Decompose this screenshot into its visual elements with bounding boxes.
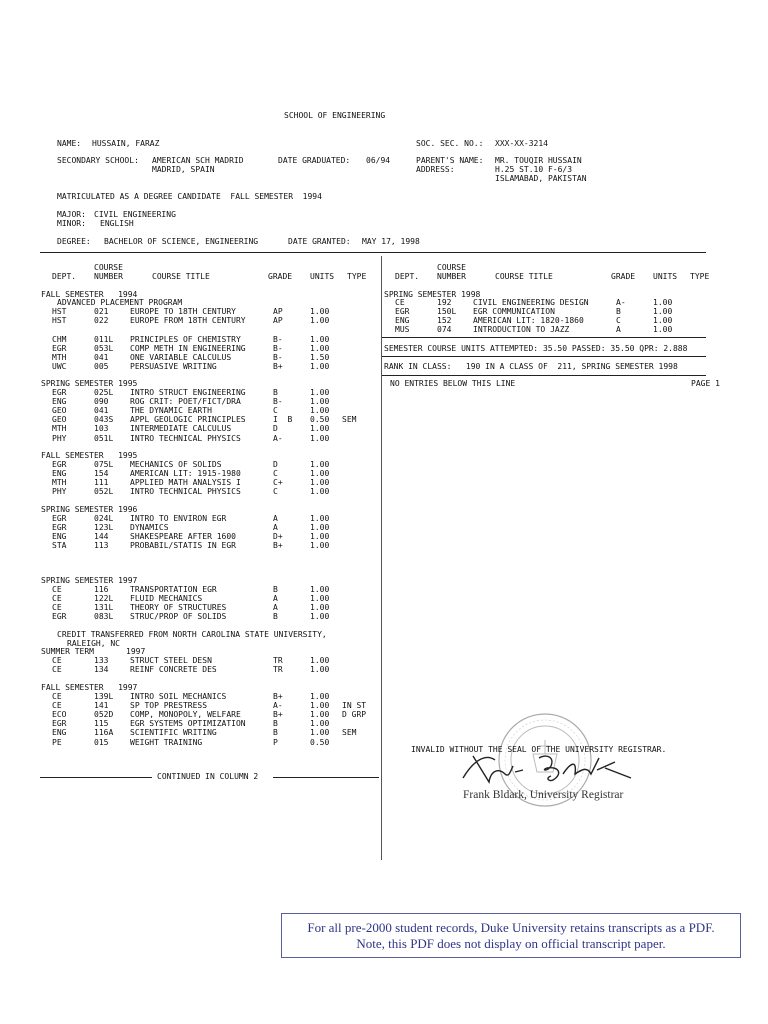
course-title: SHAKESPEARE AFTER 1600	[130, 532, 236, 542]
course-title: REINF CONCRETE DES	[130, 665, 217, 675]
matriculated-line: MATRICULATED AS A DEGREE CANDIDATE FALL SEMESTER 1994	[57, 192, 322, 201]
course-dept: EGR	[52, 344, 67, 354]
course-title: STRUCT STEEL DESN	[130, 656, 212, 665]
course-row	[0, 656, 768, 665]
course-row	[0, 594, 768, 603]
course-row	[0, 665, 768, 674]
seal-requirement-note: INVALID WITHOUT THE SEAL OF THE UNIVERSITY REGISTRAR.	[411, 745, 667, 754]
course-number: 005	[94, 362, 109, 372]
course-row	[0, 478, 768, 487]
course-grade: B+	[273, 692, 283, 701]
course-title: AMERICAN LIT: 1915-1980	[130, 469, 241, 479]
course-row	[0, 335, 768, 344]
secondary-school-label: SECONDARY SCHOOL:	[57, 156, 139, 165]
course-title: PRINCIPLES OF CHEMISTRY	[130, 335, 241, 344]
course-units: 1.00	[310, 612, 330, 622]
course-units: 1.00	[310, 692, 330, 701]
course-units: 1.00	[310, 541, 330, 551]
course-units: 1.00	[310, 514, 330, 523]
course-dept: CE	[395, 298, 405, 307]
course-units: 1.00	[310, 460, 330, 469]
secondary-school: AMERICAN SCH MADRID	[152, 156, 244, 165]
course-grade: A	[273, 514, 278, 523]
course-number: 134	[94, 665, 109, 675]
course-number: 011L	[94, 335, 114, 344]
course-row	[0, 316, 768, 325]
course-units: 1.00	[653, 325, 673, 335]
col-dept: DEPT.	[395, 272, 420, 281]
course-grade: B-	[273, 344, 283, 354]
col-units: UNITS	[310, 272, 335, 281]
course-grade: P	[273, 737, 278, 747]
course-title: WEIGHT TRAINING	[130, 737, 203, 747]
course-units: 1.00	[310, 719, 330, 729]
course-units: 1.00	[310, 344, 330, 354]
course-grade: TR	[273, 665, 283, 675]
continued-rule-right	[273, 777, 379, 778]
course-dept: ENG	[395, 316, 410, 326]
parent-label: PARENT'S NAME:	[416, 156, 484, 165]
course-row	[0, 406, 768, 415]
semester-heading: SPRING SEMESTER 1998	[384, 290, 481, 299]
col-type: TYPE	[347, 272, 367, 281]
course-row	[0, 692, 768, 701]
col-course-right: COURSE	[437, 263, 466, 272]
course-number: 015	[94, 737, 109, 747]
course-grade: TR	[273, 656, 283, 665]
course-number: 052D	[94, 710, 114, 720]
student-name: HUSSAIN, FARAZ	[92, 139, 160, 148]
course-title: STRUC/PROP OF SOLIDS	[130, 612, 227, 622]
course-dept: PHY	[52, 487, 67, 497]
course-dept: PE	[52, 737, 62, 747]
pdf-notice-line-2: Note, this PDF does not display on official transcript paper.	[356, 936, 666, 951]
transfer-line-1: CREDIT TRANSFERRED FROM NORTH CAROLINA STATE UNIVERSITY,	[57, 630, 327, 639]
semester-heading: FALL SEMESTER 1995	[41, 451, 138, 460]
course-row	[0, 434, 768, 443]
course-dept: CE	[52, 585, 62, 594]
transfer-term: SUMMER TERM	[41, 647, 94, 656]
course-number: 041	[94, 353, 109, 363]
course-title: EGR COMMUNICATION	[473, 307, 555, 317]
course-title: ROG CRIT: POET/FICT/DRA	[130, 397, 241, 407]
continued-note: CONTINUED IN COLUMN 2	[157, 772, 259, 781]
student-name-label: NAME:	[57, 139, 82, 148]
course-grade: C	[273, 487, 278, 497]
course-units: 1.00	[310, 603, 330, 613]
course-number: 139L	[94, 692, 114, 701]
course-units: 1.00	[310, 397, 330, 407]
course-number: 074	[437, 325, 452, 335]
transfer-line-2: RALEIGH, NC	[67, 639, 120, 648]
course-units: 1.00	[310, 469, 330, 479]
course-dept: ECO	[52, 710, 67, 720]
course-number: 152	[437, 316, 452, 326]
minor-label: MINOR:	[57, 219, 86, 228]
course-title: FLUID MECHANICS	[130, 594, 203, 604]
course-dept: HST	[52, 307, 67, 316]
course-dept: HST	[52, 316, 67, 326]
transfer-year: 1997	[126, 647, 146, 656]
col-course-left: COURSE	[94, 263, 123, 272]
course-units: 1.00	[310, 307, 330, 316]
col-title: COURSE TITLE	[152, 272, 210, 281]
course-title: PROBABIL/STATIS IN EGR	[130, 541, 236, 551]
course-row	[0, 514, 768, 523]
course-dept: UWC	[52, 362, 67, 372]
course-row	[0, 612, 768, 621]
course-row	[0, 710, 768, 719]
course-dept: STA	[52, 541, 67, 551]
course-title: INTRO TECHNICAL PHYSICS	[130, 487, 241, 497]
secondary-city: MADRID, SPAIN	[152, 165, 215, 174]
course-title: APPLIED MATH ANALYSIS I	[130, 478, 241, 488]
course-row	[0, 353, 768, 362]
course-dept: EGR	[52, 388, 67, 397]
course-grade: B	[273, 728, 278, 738]
course-units: 1.00	[653, 316, 673, 326]
course-number: 090	[94, 397, 109, 407]
course-title: DYNAMICS	[130, 523, 169, 533]
course-row	[0, 701, 768, 710]
course-units: 1.00	[653, 307, 673, 317]
col-title: COURSE TITLE	[495, 272, 553, 281]
course-units: 1.00	[310, 335, 330, 344]
course-grade: C	[616, 316, 621, 326]
course-units: 0.50	[310, 737, 330, 747]
course-row	[0, 603, 768, 612]
course-type: SEM	[342, 415, 357, 425]
course-dept: CE	[52, 692, 62, 701]
semester-heading: SPRING SEMESTER 1997	[41, 576, 138, 585]
course-grade: A-	[273, 433, 283, 443]
course-grade: B-	[273, 353, 283, 363]
course-number: 150L	[437, 307, 457, 317]
course-row	[0, 424, 768, 433]
course-units: 1.00	[310, 710, 330, 720]
course-number: 083L	[94, 612, 114, 622]
page-number: PAGE 1	[691, 379, 720, 388]
graduated-label: DATE GRADUATED:	[278, 156, 351, 165]
col-type: TYPE	[690, 272, 710, 281]
course-number: 133	[94, 656, 109, 665]
course-number: 113	[94, 541, 109, 551]
course-dept: GEO	[52, 415, 67, 425]
course-grade: B	[273, 388, 278, 397]
course-row	[0, 307, 768, 316]
course-title: EUROPE FROM 18TH CENTURY	[130, 316, 246, 326]
course-number: 051L	[94, 433, 114, 443]
course-title: SCIENTIFIC WRITING	[130, 728, 217, 738]
course-number: 103	[94, 424, 109, 434]
course-grade: B-	[273, 335, 283, 344]
course-title: INTRO SOIL MECHANICS	[130, 692, 227, 701]
course-row	[0, 719, 768, 728]
course-grade: AP	[273, 316, 283, 326]
course-grade: C+	[273, 478, 283, 488]
course-grade: A	[616, 325, 621, 335]
course-row	[0, 469, 768, 478]
course-units: 1.00	[310, 478, 330, 488]
course-units: 1.00	[310, 388, 330, 397]
course-grade: A	[273, 594, 278, 604]
graduated-date: 06/94	[366, 156, 391, 165]
course-grade: B+	[273, 362, 283, 372]
course-dept: EGR	[52, 523, 67, 533]
course-grade: B+	[273, 541, 283, 551]
ssn-label: SOC. SEC. NO.:	[416, 139, 484, 148]
course-row	[0, 523, 768, 532]
degree-value: BACHELOR OF SCIENCE, ENGINEERING	[104, 237, 259, 246]
course-number: 075L	[94, 460, 114, 469]
registrar-name: Frank Bldark, University Registrar	[463, 789, 624, 801]
ap-program-heading: ADVANCED PLACEMENT PROGRAM	[57, 298, 183, 307]
course-units: 1.00	[310, 362, 330, 372]
course-number: 025L	[94, 388, 114, 397]
course-type: IN ST	[342, 701, 367, 711]
parent-name: MR. TOUQIR HUSSAIN	[495, 156, 582, 165]
course-title: INTERMEDIATE CALCULUS	[130, 424, 232, 434]
header-rule	[40, 252, 706, 253]
semester-heading: FALL SEMESTER 1997	[41, 683, 138, 692]
course-dept: MTH	[52, 478, 67, 488]
course-grade: B	[273, 719, 278, 729]
course-title: INTRO TO ENVIRON EGR	[130, 514, 227, 523]
course-title: AMERICAN LIT: 1820-1860	[473, 316, 584, 326]
course-number: 053L	[94, 344, 114, 354]
no-entries-note: NO ENTRIES BELOW THIS LINE	[390, 379, 516, 388]
course-dept: ENG	[52, 469, 67, 479]
course-row	[0, 532, 768, 541]
course-title: PERSUASIVE WRITING	[130, 362, 217, 372]
course-dept: CE	[52, 701, 62, 711]
granted-date: MAY 17, 1998	[362, 237, 420, 246]
course-dept: MTH	[52, 424, 67, 434]
course-grade: A-	[616, 298, 626, 307]
course-title: EUROPE TO 18TH CENTURY	[130, 307, 236, 316]
course-grade: D	[273, 460, 278, 469]
course-units: 1.00	[310, 585, 330, 594]
course-dept: CE	[52, 594, 62, 604]
course-units: 1.00	[310, 523, 330, 533]
course-number: 052L	[94, 487, 114, 497]
course-number: 024L	[94, 514, 114, 523]
course-number: 131L	[94, 603, 114, 613]
course-number: 043S	[94, 415, 114, 425]
course-row	[0, 585, 768, 594]
course-dept: MTH	[52, 353, 67, 363]
course-grade: C	[273, 406, 278, 416]
course-number: 116A	[94, 728, 114, 738]
course-title: COMP METH IN ENGINEERING	[130, 344, 246, 354]
course-dept: CE	[52, 656, 62, 665]
semester-heading: SPRING SEMESTER 1996	[41, 505, 138, 514]
course-units: 1.00	[310, 424, 330, 434]
course-number: 123L	[94, 523, 114, 533]
course-grade: B-	[273, 397, 283, 407]
course-grade: A-	[273, 701, 283, 711]
course-dept: GEO	[52, 406, 67, 416]
course-dept: ENG	[52, 728, 67, 738]
course-title: TRANSPORTATION EGR	[130, 585, 217, 594]
course-number: 192	[437, 298, 452, 307]
address-line-1: H.25 ST.10 F-6/3	[495, 165, 573, 174]
course-units: 1.00	[310, 316, 330, 326]
course-number: 122L	[94, 594, 114, 604]
course-units: 0.50	[310, 415, 330, 425]
course-row	[0, 738, 768, 747]
course-grade: B	[616, 307, 621, 317]
col-number: NUMBER	[94, 272, 123, 281]
col-grade: GRADE	[611, 272, 636, 281]
course-grade: AP	[273, 307, 283, 316]
course-dept: EGR	[395, 307, 410, 317]
course-grade: B+	[273, 710, 283, 720]
semester-heading: SPRING SEMESTER 1995	[41, 379, 138, 388]
course-title: INTRODUCTION TO JAZZ	[473, 325, 570, 335]
course-row	[0, 415, 768, 424]
pdf-notice-line-1: For all pre-2000 student records, Duke University retains transcripts as a PDF.	[307, 920, 715, 935]
course-dept: EGR	[52, 719, 67, 729]
course-number: 115	[94, 719, 109, 729]
course-units: 1.00	[310, 406, 330, 416]
major-label: MAJOR:	[57, 210, 86, 219]
course-row	[0, 541, 768, 550]
ssn-value: XXX-XX-3214	[495, 139, 548, 148]
course-units: 1.00	[310, 532, 330, 542]
course-number: 154	[94, 469, 109, 479]
course-units: 1.50	[310, 353, 330, 363]
course-type: SEM	[342, 728, 357, 738]
course-type: D GRP	[342, 710, 367, 720]
course-units: 1.00	[653, 298, 673, 307]
course-row	[0, 728, 768, 737]
course-number: 116	[94, 585, 109, 594]
col-grade: GRADE	[268, 272, 293, 281]
course-row	[0, 362, 768, 371]
course-units: 1.00	[310, 701, 330, 711]
course-row	[0, 487, 768, 496]
course-title: APPL GEOLOGIC PRINCIPLES	[130, 415, 246, 425]
course-dept: CHM	[52, 335, 67, 344]
course-title: EGR SYSTEMS OPTIMIZATION	[130, 719, 246, 729]
course-grade: A	[273, 603, 278, 613]
course-row	[0, 325, 768, 334]
class-rank: RANK IN CLASS: 190 IN A CLASS OF 211, SPRING SEMESTER 1998	[384, 362, 678, 371]
col-units: UNITS	[653, 272, 678, 281]
course-grade: C	[273, 469, 278, 479]
course-number: 022	[94, 316, 109, 326]
course-number: 111	[94, 478, 109, 488]
course-grade: I B	[273, 415, 293, 425]
course-title: SP TOP PRESTRESS	[130, 701, 208, 711]
course-grade: A	[273, 523, 278, 533]
col-number: NUMBER	[437, 272, 466, 281]
course-title: THEORY OF STRUCTURES	[130, 603, 227, 613]
course-dept: EGR	[52, 460, 67, 469]
course-units: 1.00	[310, 433, 330, 443]
course-dept: CE	[52, 665, 62, 675]
registrar-signature	[455, 748, 645, 788]
course-title: COMP, MONOPOLY, WELFARE	[130, 710, 241, 720]
course-row	[0, 344, 768, 353]
column-header-right	[0, 272, 768, 281]
course-title: THE DYNAMIC EARTH	[130, 406, 212, 416]
course-number: 144	[94, 532, 109, 542]
course-number: 041	[94, 406, 109, 416]
course-title: INTRO STRUCT ENGINEERING	[130, 388, 246, 397]
course-title: CIVIL ENGINEERING DESIGN	[473, 298, 589, 307]
course-grade: D+	[273, 532, 283, 542]
course-row	[0, 298, 768, 307]
granted-label: DATE GRANTED:	[288, 237, 351, 246]
major-value: CIVIL ENGINEERING	[94, 210, 176, 219]
degree-label: DEGREE:	[57, 237, 91, 246]
course-title: ONE VARIABLE CALCULUS	[130, 353, 232, 363]
course-row	[0, 460, 768, 469]
school-title: SCHOOL OF ENGINEERING	[284, 111, 386, 120]
semester-heading: FALL SEMESTER 1994	[41, 290, 138, 299]
course-dept: EGR	[52, 612, 67, 622]
pdf-notice-box	[281, 913, 741, 958]
course-title: INTRO TECHNICAL PHYSICS	[130, 433, 241, 443]
course-dept: MUS	[395, 325, 410, 335]
course-row	[0, 388, 768, 397]
course-units: 1.00	[310, 487, 330, 497]
course-number: 141	[94, 701, 109, 711]
course-number: 021	[94, 307, 109, 316]
course-units: 1.00	[310, 728, 330, 738]
course-units: 1.00	[310, 594, 330, 604]
course-dept: EGR	[52, 514, 67, 523]
course-dept: CE	[52, 603, 62, 613]
course-dept: ENG	[52, 532, 67, 542]
address-label: ADDRESS:	[416, 165, 455, 174]
address-line-2: ISLAMABAD, PAKISTAN	[495, 174, 587, 183]
course-grade: B	[273, 612, 278, 622]
course-units: 1.00	[310, 656, 330, 665]
course-row	[0, 397, 768, 406]
course-units: 1.00	[310, 665, 330, 675]
continued-rule-left	[40, 777, 152, 778]
course-grade: D	[273, 424, 278, 434]
course-title: MECHANICS OF SOLIDS	[130, 460, 222, 469]
units-summary: SEMESTER COURSE UNITS ATTEMPTED: 35.50 PASSED: 35.50 QPR: 2.888	[384, 344, 688, 353]
course-dept: ENG	[52, 397, 67, 407]
summary-rule-bottom	[382, 375, 706, 376]
col-dept: DEPT.	[52, 272, 77, 281]
course-dept: PHY	[52, 433, 67, 443]
minor-value: ENGLISH	[100, 219, 134, 228]
course-grade: B	[273, 585, 278, 594]
